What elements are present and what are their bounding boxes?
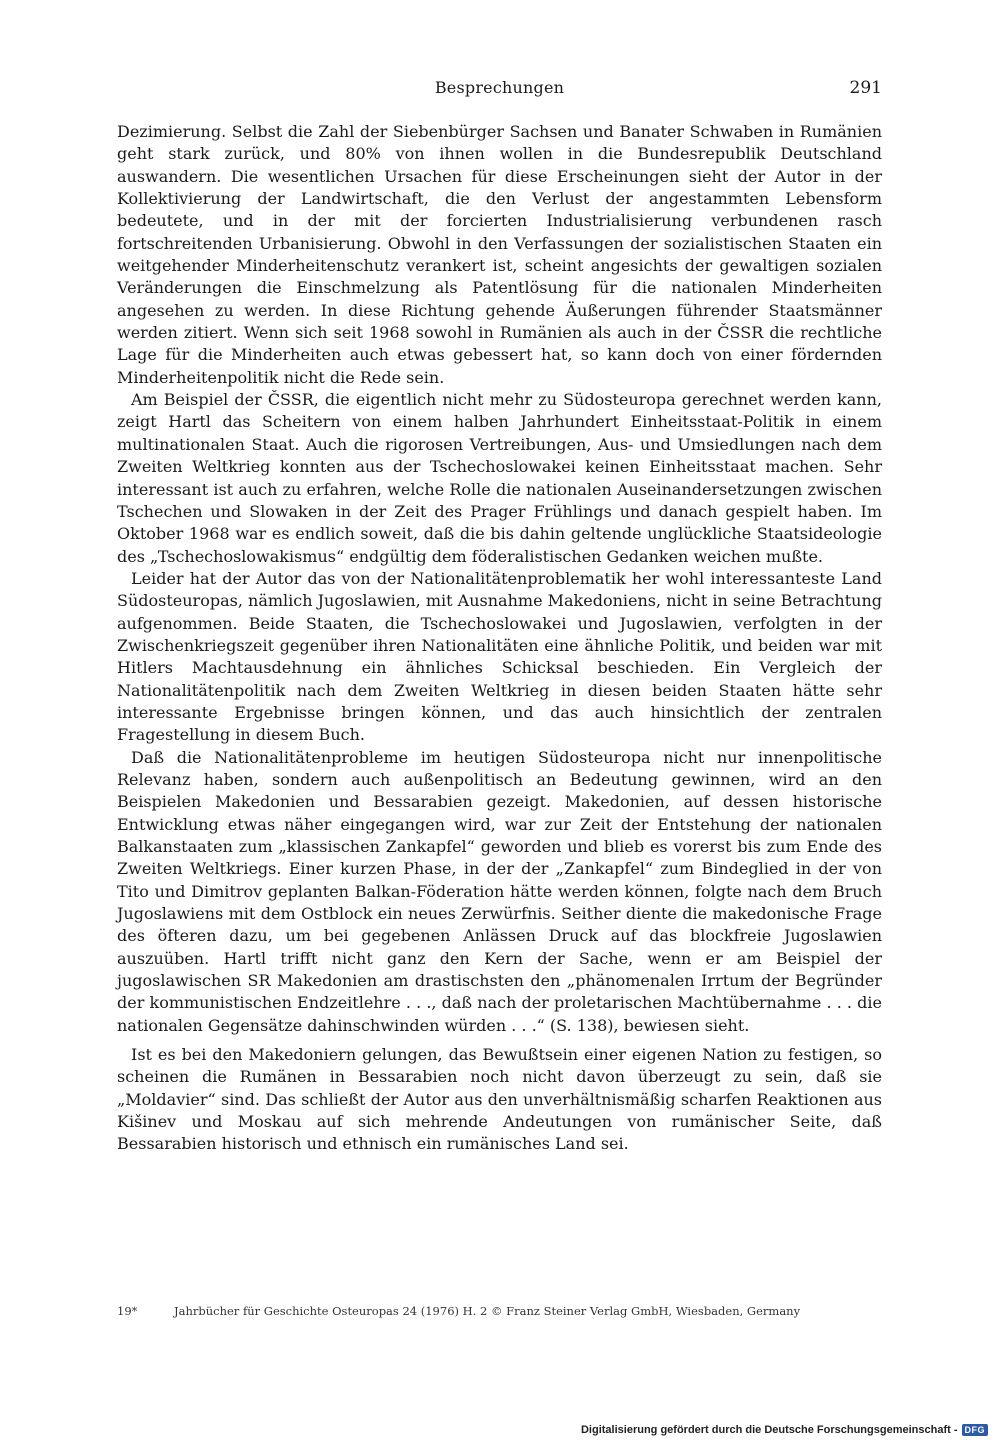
funding-text: Digitalisierung gefördert durch die Deutsche Forschungsgemeinschaft - (580, 1424, 958, 1436)
paragraph-1: Dezimierung. Selbst die Zahl der Siebenbürger Sachsen und Banater Schwaben in Rumänien geht stark zurück, und 80% von ihnen wollen in die Bundesrepublik Deutschland auswandern. Die wesentlichen Ursachen für diese Erscheinungen sieht der Autor in der Kollektivierung der Landwirtschaft, die den Verlust der angestammten Lebensform bedeutete, und in der mit der forcierten Industrialisierung verbundenen rasch fortschreitenden Urbanisierung. Obwohl in den Verfassungen der sozialistischen Staaten ein weitgehender Minderheitenschutz verankert ist, scheint angesichts der gewaltigen sozialen Veränderungen die Einschmelzung als Patentlösung für die nationalen Minderheiten angesehen zu werden. In diese Richtung gehende Äußerungen führender Staatsmänner werden zitiert. Wenn sich seit 1968 sowohl in Rumänien als auch in der ČSSR die rechtliche Lage für die Minderheiten auch etwas gebessert hat, so kann doch von einer fördernden Minderheitenpolitik nicht die Rede sein. (117, 122, 882, 387)
digitization-notice (581, 1424, 988, 1436)
paragraph-5: Ist es bei den Makedoniern gelungen, das Bewußtsein einer eigenen Nation zu festigen, so scheinen die Rumänen in Bessarabien noch nicht davon überzeugt zu sein, daß sie „Moldavier“ sind. Das schließt der Autor aus den unverhältnismäßig scharfen Reaktionen aus Kišinev und Moskau auf sich mehrende Andeutungen von rumänischer Seite, daß Bessarabien historisch und ethnisch ein rumänisches Land sei. (117, 1045, 882, 1154)
running-title: Besprechungen (434, 78, 565, 97)
paragraph-4: Daß die Nationalitätenprobleme im heutigen Südosteuropa nicht nur innenpolitische Relevanz haben, sondern auch außenpolitisch an Bedeutung gewinnen, wird an den Beispielen Makedonien und Bessarabien gezeigt. Makedonien, auf dessen historische Entwicklung etwas näher eingegangen wird, war zur Zeit der Entstehung der nationalen Balkanstaaten zum „klassischen Zankapfel“ geworden und blieb es vorerst bis zum Ende des Zweiten Weltkriegs. Einer kurzen Phase, in der der „Zankapfel“ zum Bindeglied in der von Tito und Dimitrov geplanten Balkan-Föderation hätte werden können, folgte nach dem Bruch Jugoslawiens mit dem Ostblock ein neues Zerwürfnis. Seither diente die makedonische Frage des öfteren dazu, um bei gegebenen Anlässen Druck auf das blockfreie Jugoslawien auszuüben. Hartl trifft nicht ganz den Kern der Sache, wenn er am Beispiel der jugoslawischen SR Makedonien am drastischsten den „phänomenalen Irrtum der Begründer der kommunistischen Endzeitlehre . . ., daß nach der proletarischen Machtübernahme . . . die nationalen Gegensätze dahinschwinden würden . . .“ (S. 138), bewiesen sieht. (117, 747, 882, 1035)
page-number: 291 (849, 78, 882, 98)
running-head (117, 78, 882, 102)
dfg-logo-icon: DFG (962, 1424, 989, 1436)
paragraph-2: Am Beispiel der ČSSR, die eigentlich nicht mehr zu Südosteuropa gerechnet werden kann, zeigt Hartl das Scheitern von einem halben Jahrhundert Einheitsstaat-Politik in einem multinationalen Staat. Auch die rigorosen Vertreibungen, Aus- und Umsiedlungen nach dem Zweiten Weltkrieg konnten aus der Tschechoslowakei keinen Einheitsstaat machen. Sehr interessant ist auch zu erfahren, welche Rolle die nationalen Auseinandersetzungen zwischen Tschechen und Slowaken in der Zeit des Prager Frühlings und danach gespielt haben. Im Oktober 1968 war es endlich soweit, daß die bis dahin geltende unglückliche Staatsideologie des „Tschechoslowakismus“ endgültig dem föderalistischen Gedanken weichen mußte. (117, 390, 882, 566)
signature-mark: 19* (117, 1304, 138, 1318)
review-body (117, 121, 882, 1156)
paragraph-3: Leider hat der Autor das von der Nationalitätenproblematik her wohl interessanteste Land Südosteuropas, nämlich Jugoslawien, mit Ausnahme Makedoniens, nicht in seine Betrachtung aufgenommen. Beide Staaten, die Tschechoslowakei und Jugoslawien, verfolgten in der Zwischenkriegszeit gegenüber ihren Nationalitäten eine ähnliche Politik, und beiden war mit Hitlers Machtausdehnung ein ähnliches Schicksal beschieden. Ein Vergleich der Nationalitätenpolitik nach dem Zweiten Weltkrieg in diesen beiden Staaten hätte sehr interessante Ergebnisse bringen können, und das auch hinsichtlich der zentralen Fragestellung in diesem Buch. (117, 568, 882, 745)
publisher-credit: Jahrbücher für Geschichte Osteuropas 24 (1976) H. 2 © Franz Steiner Verlag GmbH, Wiesbaden, Germany (174, 1304, 801, 1318)
